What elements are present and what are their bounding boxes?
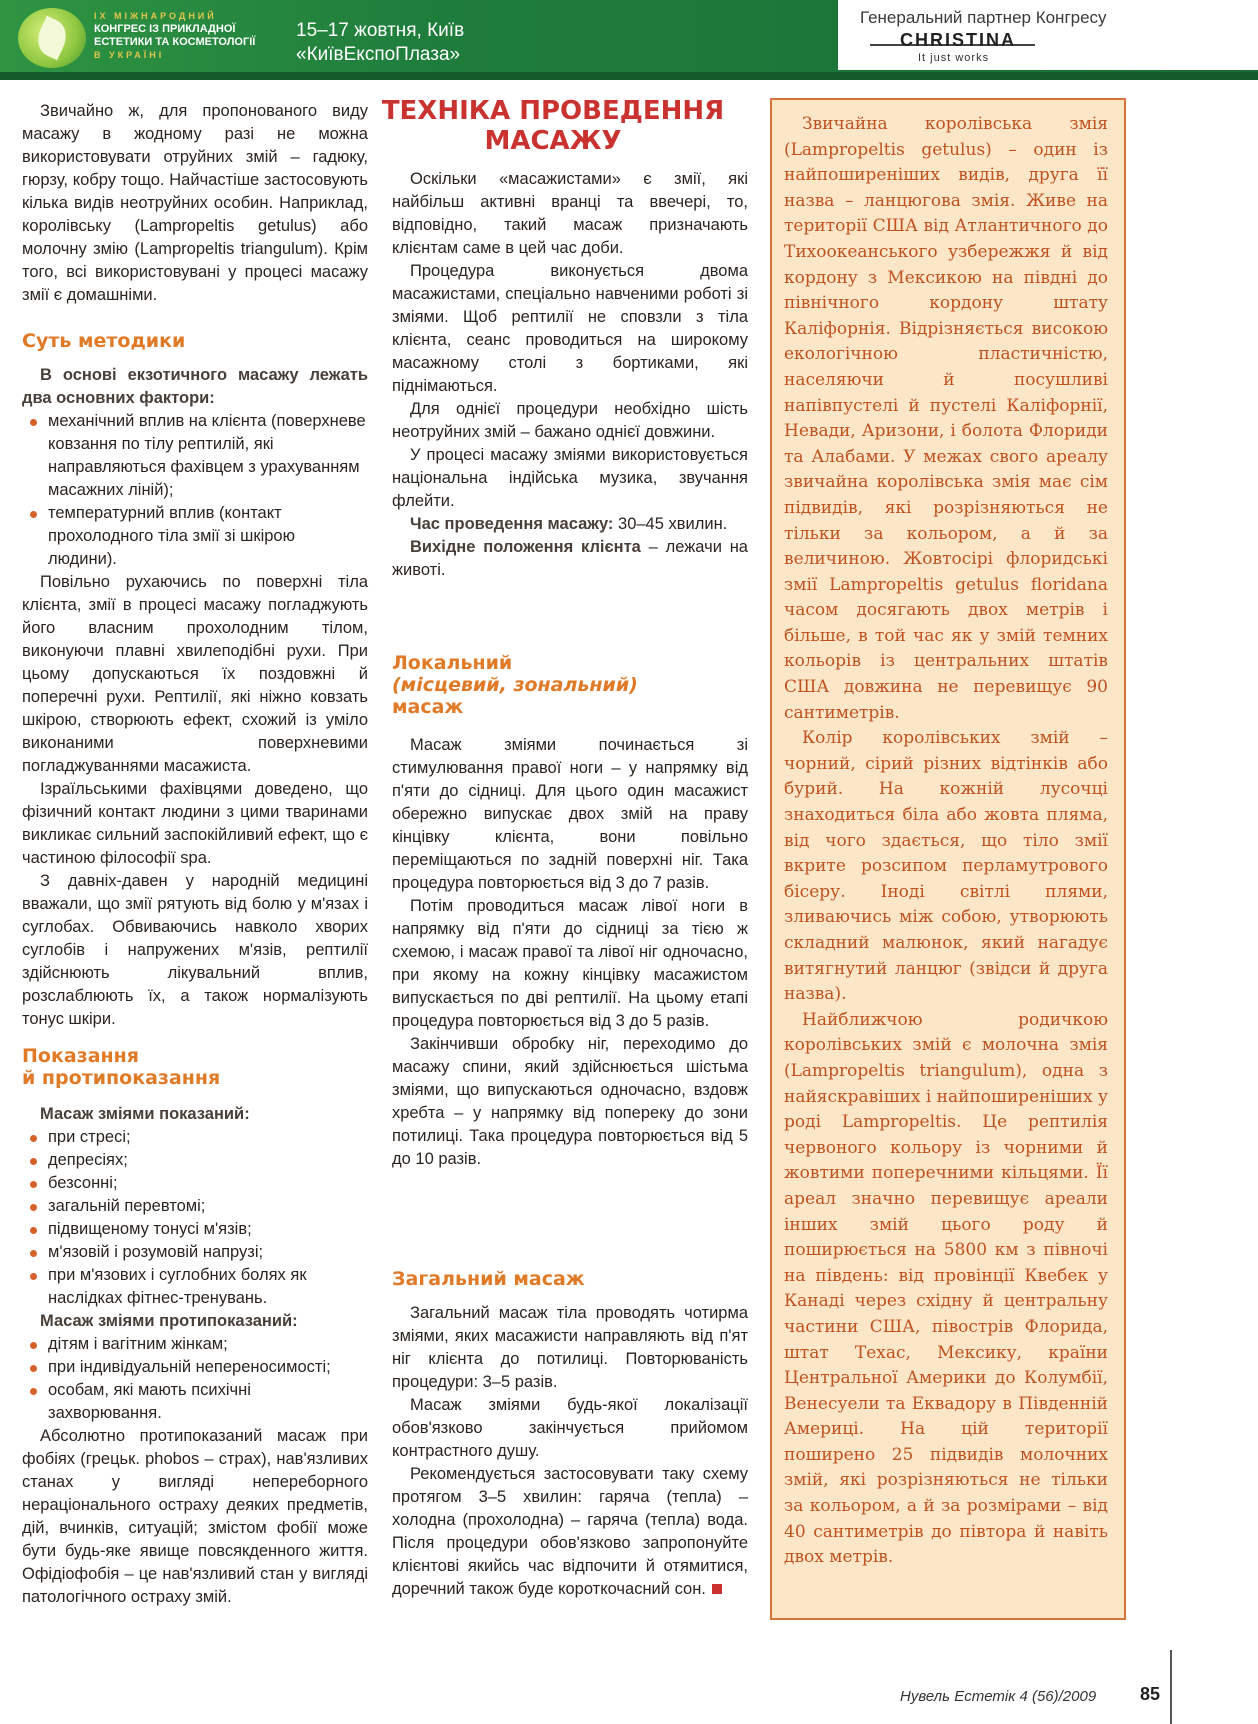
magazine-issue: Нувель Естетік 4 (56)/2009 (900, 1688, 1097, 1705)
paragraph: Масаж зміями будь-якої локалізації обов'язково закінчується прийомом контрастного душу. (392, 1396, 748, 1460)
heading-local: Локальний (місцевий, зональний) масаж (392, 652, 638, 718)
header-strip (0, 72, 1258, 80)
list-item: механічний вплив на клієнта (поверхневе ковзання по тілу рептилій, які направляються фахівцем з урахуванням масажних ліній); (22, 410, 368, 502)
heading-indications: Показання й протипоказання (22, 1045, 221, 1089)
sidebar-box (770, 98, 1126, 1620)
sidebar-paragraph: Найближчою родичкою королівських змій є молочна змія (Lampropeltis triangulum), одна з найяскравіших і найпоширеніших у роді Lampropeltis. Це рептилія червоного кольору із чорними й жовтими поперечними кільцями. Її ареал значно перевищує ареали інших змій цього роду й поширюється на 5800 км з півночі на південь: від провінції Квебек у Канаді через східну й центральну частини США, півострів Флорида, штат Техас, Мексику, країни Центральної Америки до Колумбії, Венесуели та Еквадору в Південній Америці. На цій території поширено 25 підвидів молочних змій, які розрізняються не тільки за кольором, а й за розмірами – від 40 сантиметрів до півтора й навіть двох метрів. (784, 1009, 1108, 1568)
event-date: 15–17 жовтня, Київ (296, 20, 465, 41)
article-title: ТЕХНІКА ПРОВЕДЕННЯ МАСАЖУ (381, 96, 725, 156)
heading-essence: Суть методики (22, 330, 186, 352)
general-block (392, 1302, 748, 1601)
heading-general: Загальний масаж (392, 1268, 585, 1290)
partner-label: Генеральний партнер Конгресу (860, 8, 1107, 27)
congress-logo-text: IX МІЖНАРОДНИЙ КОНГРЕС ІЗ ПРИКЛАДНОЇ ЕСТЕТИКИ ТА КОСМЕТОЛОГІЇ В УКРАЇНІ (94, 11, 256, 60)
list-item: температурний вплив (контакт прохолодного тіла змії зі шкірою людини). (22, 502, 368, 571)
paragraph: У процесі масажу зміями використовується національна індійська музика, звучання флейти. (392, 446, 748, 510)
event-venue: «КиївЕкспоПлаза» (296, 44, 461, 65)
paragraph-time (392, 513, 748, 536)
list-item: дітям і вагітним жінкам; (22, 1333, 368, 1356)
column-middle (392, 168, 748, 582)
paragraph: Потім проводиться масаж лівої ноги в напрямку від п'яти до сідниці за тією ж схемою, і масаж правої та лівої ніг одночасно, при якому на кожну кінцівку масажистом випускається по дві рептилії. На цьому етапі процедура повторюється від 3 до 5 разів. (392, 897, 748, 1030)
list-item: при м'язових і суглобних болях як наслідках фітнес-тренувань. (22, 1264, 368, 1310)
end-mark-icon (712, 1584, 722, 1594)
page-number: 85 (1140, 1684, 1161, 1704)
sidebar-text (784, 112, 1108, 1571)
paragraph-phobia: Абсолютно протипоказаний масаж при фобіях (грецьк. phobos – страх), нав'язливих станах у вигляді непереборного нераціонального остраху деяких предметів, дій, вчинків, ситуацій; змістом фобії може бути будь-яке явище повсякденного життя. Офідіофобія – це нав'язливий стан у вигляді патологічного остраху змій. (22, 1427, 368, 1606)
partner-tagline: It just works (918, 52, 990, 64)
indications-lead: Масаж зміями показаний: (40, 1105, 250, 1123)
list-item: при індивідуальній непереносимості; (22, 1356, 368, 1379)
essence-lead: В основі екзотичного масажу лежать два основних фактори: (22, 366, 368, 407)
list-item: загальній перевтомі; (22, 1195, 368, 1218)
paragraph: Для однієї процедури необхідно шість неотруйних змій – бажано однієї довжини. (392, 400, 748, 441)
paragraph: Рекомендується застосовувати таку схему протягом 3–5 хвилин: гаряча (тепла) – холодна (прохолодна) – гаряча (тепла) вода. Після процедури обов'язково запропонуйте клієнтові якийсь час відпочити й отямитися, доречний також буде короткочасний сон. (392, 1465, 748, 1598)
position-value: – лежачи на животі. (392, 538, 748, 579)
list-item: підвищеному тонусі м'язів; (22, 1218, 368, 1241)
contraindications-lead: Масаж зміями протипоказаний: (40, 1312, 298, 1330)
paragraph-israel: Ізраїльськими фахівцями доведено, що фізичний контакт людини з цими тваринами викликає сильний заспокійливий ефект, що є частиною філософії spa. (22, 780, 368, 867)
time-value: 30–45 хвилин. (618, 515, 728, 533)
column-left (22, 100, 368, 307)
footer-rule (1170, 1650, 1172, 1724)
paragraph: Закінчивши обробку ніг, переходимо до масажу спини, який здійснюється шістьма зміями, що випускаються одночасно, вздовж хребта – у напрямку від попереку до зони потилиці. Така процедура повторюється від 5 до 10 разів. (392, 1035, 748, 1168)
indications-block (22, 1103, 368, 1609)
paragraph: Масаж зміями починається зі стимулювання правої ноги – у напрямку від п'яти до сідниці. Для цього один масажист обережно випускає двох змій на праву кінцівку клієнта, вони повільно переміщаються по задній поверхні ніг. Така процедура повторюється від 3 до 7 разів. (392, 736, 748, 892)
list-item: депресіях; (22, 1149, 368, 1172)
paragraph: Процедура виконується двома масажистами, спеціально навченими роботі зі зміями. Щоб рептилії не сповзли з тіла клієнта, сеанс проводиться на широкому масажному столі з бортиками, які піднімаються. (392, 262, 748, 395)
local-block (392, 734, 748, 1171)
sidebar-paragraph: Колір королівських змій – чорний, сірий різних відтінків або бурий. На кожній лусочці знаходиться біла або жовта пляма, від чого здається, що тіло змії вкрите розсипом перламутрового бісеру. Іноді світлі плями, зливаючись між собою, утворюють складний малюнок, який нагадує витягнутий ланцюг (звідси й друга назва). (784, 728, 1108, 1005)
essence-block (22, 364, 368, 1031)
paragraph-position (392, 536, 748, 582)
list-item: безсонні; (22, 1172, 368, 1195)
paragraph-slow: Повільно рухаючись по поверхні тіла клієнта, змії в процесі масажу погладжують його власним прохолодним тілом, виконуючи плавні хвилеподібні рухи. При цьому допускаються їх поздовжні й поперечні рухи. Рептилії, які ніжно ковзать шкірою, створюють ефект, схожий із уміло виконаними поверхневими погладжуваннями масажиста. (22, 573, 368, 775)
position-label: Вихідне положення клієнта (410, 538, 641, 556)
list-item: м'язовій і розумовій напрузі; (22, 1241, 368, 1264)
paragraph-ancient: З давніх-давен у народній медицині вважали, що змії рятують від болю у м'язах і суглобах. Обвиваючись навколо хворих суглобів і напружених м'язів, рептилії здійснюють лікувальний вплив, розслаблюють їх, а також нормалізують тонус шкіри. (22, 872, 368, 1028)
paragraph: Загальний масаж тіла проводять чотирма зміями, яких масажисти направляють від п'ят ніг клієнта до потилиці. Повторюваність процедури: 3–5 разів. (392, 1304, 748, 1391)
list-item: при стресі; (22, 1126, 368, 1149)
paragraph: Оскільки «масажистами» є змії, які найбільш активні вранці та ввечері, то, відповідно, такий масаж призначають клієнтам саме в цей час доби. (392, 170, 748, 257)
list-item: особам, які мають психічні захворювання. (22, 1379, 368, 1425)
intro-paragraph: Звичайно ж, для пропонованого виду масажу в жодному разі не можна використовувати отруйних змій – гадюку, гюрзу, кобру тощо. Найчастіше застосовують кілька видів неотруйних особин. Наприклад, королівську (Lampropeltis getulus) або молочну змію (Lampropeltis triangulum). Крім того, всі використовувані у процесі масажу змії є домашніми. (22, 102, 368, 304)
time-label: Час проведення масажу: (410, 515, 614, 533)
sidebar-paragraph: Звичайна королівська змія (Lampropeltis getulus) – один із найпоширеніших видів, друга її назва – ланцюгова змія. Живе на території США від Атлантичного до Тихоокеанського узбережжя й від кордону з Мексикою на півдні до північного кордону штату Каліфорнія. Відрізняється високою екологічною пластичністю, населяючи й посушливі напівпустелі й пустелі Каліфорнії, Невади, Аризони, і болота Флориди та Алабами. У межах свого ареалу звичайна королівська змія має сім підвидів, які розрізняються не тільки за кольором, а й за величиною. Жовтосірі флоридські змії Lampropeltis getulus floridana часом досягають двох метрів і більше, в той час як у змій темних кольорів із центральних штатів США довжина не перевищує 90 сантиметрів. (784, 114, 1108, 723)
partner-brand: CHRISTINA (900, 30, 1016, 50)
